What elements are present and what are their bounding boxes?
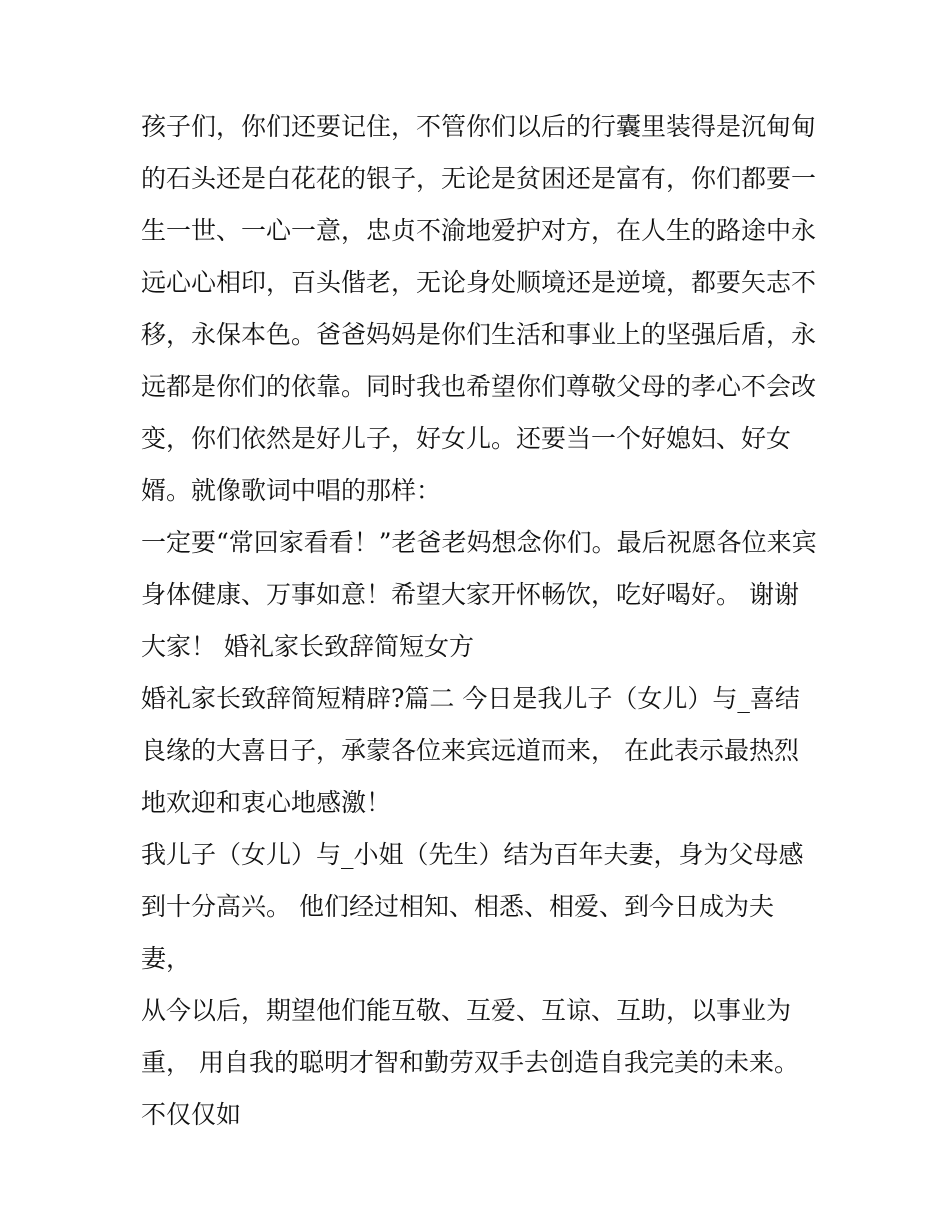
text-line: 地欢迎和衷心地感激！ — [141, 788, 392, 817]
text-line: 重， 用自我的聪明才智和勤劳双手去创造自我完美的未来。 — [141, 1048, 799, 1077]
text-line: 不仅仅如 — [141, 1100, 242, 1129]
text-line: 变，你们依然是好儿子，好女儿。还要当一个好媳妇、好女 — [141, 424, 792, 453]
text-line: 婚礼家长致辞简短精辟?篇二 今日是我儿子（女儿）与_喜结 — [141, 684, 800, 713]
text-line: 远心心相印，百头偕老，无论身处顺境还是逆境，都要矢志不 — [141, 268, 817, 297]
text-line: 移，永保本色。爸爸妈妈是你们生活和事业上的坚强后盾，永 — [141, 320, 817, 349]
text-line: 婿。就像歌词中唱的那样： — [141, 476, 442, 505]
text-line: 从今以后，期望他们能互敬、互爱、互谅、互助，以事业为 — [141, 996, 792, 1025]
text-line: 一定要“常回家看看！”老爸老妈想念你们。最后祝愿各位来宾 — [141, 528, 817, 557]
text-line: 我儿子（女儿）与_小姐（先生）结为百年夫妻，身为父母感 — [141, 840, 804, 869]
text-line: 身体健康、万事如意！希望大家开怀畅饮，吃好喝好。 谢谢 — [141, 580, 799, 609]
text-line: 妻， — [141, 944, 192, 973]
text-line: 到十分高兴。 他们经过相知、相悉、相爱、到今日成为夫 — [141, 892, 774, 921]
text-line: 良缘的大喜日子，承蒙各位来宾远道而来， 在此表示最热烈 — [141, 736, 799, 765]
text-line: 的石头还是白花花的银子，无论是贫困还是富有，你们都要一 — [141, 164, 817, 193]
text-line: 生一世、一心一意，忠贞不渝地爱护对方，在人生的路途中永 — [141, 216, 817, 245]
text-line: 大家！ 婚礼家长致辞简短女方 — [141, 632, 474, 661]
text-line: 远都是你们的依靠。同时我也希望你们尊敬父母的孝心不会改 — [141, 372, 817, 401]
body-text — [141, 101, 821, 1141]
text-line: 孩子们，你们还要记住，不管你们以后的行囊里装得是沉甸甸 — [141, 112, 817, 141]
